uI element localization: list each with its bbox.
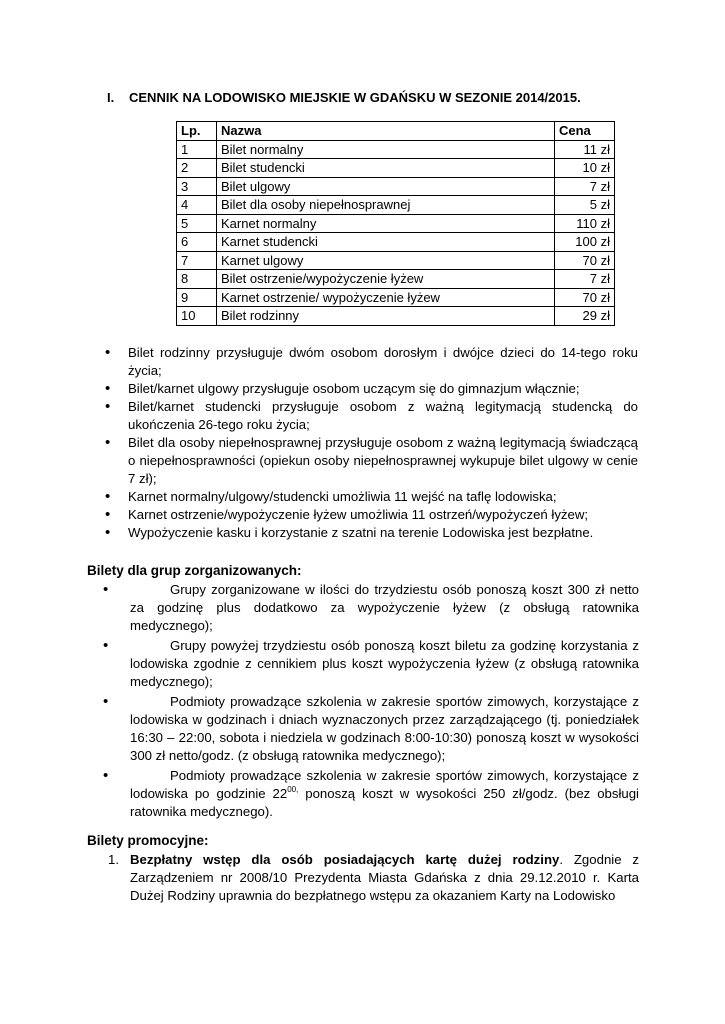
cell-name: Bilet normalny	[217, 140, 555, 159]
cell-lp: 1	[177, 140, 217, 159]
promo-list	[108, 851, 640, 905]
cell-price: 70 zł	[555, 251, 615, 270]
table-row	[177, 140, 615, 159]
header-lp: Lp.	[177, 122, 217, 141]
section-heading	[107, 90, 581, 105]
cell-name: Bilet dla osoby niepełnosprawnej	[217, 196, 555, 215]
list-item	[113, 693, 639, 765]
cell-price: 10 zł	[555, 159, 615, 178]
list-item: • Karnet ostrzenie/wypożyczenie łyżew umożliwia 11 ostrzeń/wypożyczeń łyżew;	[103, 506, 638, 524]
table-header-row	[177, 122, 615, 141]
header-price: Cena	[555, 122, 615, 141]
cell-lp: 5	[177, 214, 217, 233]
cell-name: Karnet studencki	[217, 233, 555, 252]
list-item-text: Podmioty prowadzące szkolenia w zakresie sportów zimowych, korzystające z lodowiska w godzinach i dniach wyznaczonych przez zarządzającego (tj. poniedziałek 16:30 – 22:00, sobota i niedziela w godzinach 8:00-10:30) ponoszą koszt w wysokości 300 zł netto/godz. (z obsługą ratownika medycznego);	[130, 694, 639, 763]
table-row	[177, 288, 615, 307]
section-title: CENNIK NA LODOWISKO MIEJSKIE W GDAŃSKU W SEZONIE 2014/2015.	[129, 90, 581, 105]
list-item-text-end: ponoszą koszt w wysokości 250 zł/godz. (bez obsługi ratownika medycznego).	[130, 786, 639, 819]
promo-number: 1.	[108, 852, 119, 867]
cell-lp: 8	[177, 270, 217, 289]
cell-price: 110 zł	[555, 214, 615, 233]
cell-lp: 4	[177, 196, 217, 215]
table-row	[177, 177, 615, 196]
list-item: • Bilet rodzinny przysługuje dwóm osobom dorosłym i dwójce dzieci do 14-tego roku życia;	[103, 344, 638, 380]
table-row	[177, 214, 615, 233]
groups-title: Bilety dla grup zorganizowanych:	[87, 563, 302, 578]
cell-lp: 3	[177, 177, 217, 196]
list-item: • Wypożyczenie kasku i korzystanie z szatni na terenie Lodowiska jest bezpłatne.	[103, 524, 638, 542]
cell-price: 11 zł	[555, 140, 615, 159]
time-superscript: 00,	[287, 785, 299, 794]
list-item	[113, 581, 639, 635]
list-item-text: Grupy zorganizowane w ilości do trzydziestu osób ponoszą koszt 300 zł netto za godzinę plus dodatkowo za wypożyczenie łyżew (z obsługą ratownika medycznego);	[130, 582, 639, 633]
cell-price: 100 zł	[555, 233, 615, 252]
list-item-text: Podmioty prowadzące szkolenia w zakresie sportów zimowych, korzystające z lodowiska po godzinie 22	[130, 768, 639, 801]
cell-price: 70 zł	[555, 288, 615, 307]
table-row	[177, 196, 615, 215]
cell-name: Karnet ulgowy	[217, 251, 555, 270]
table-row	[177, 307, 615, 326]
cell-name: Karnet ostrzenie/ wypożyczenie łyżew	[217, 288, 555, 307]
list-item-text: Grupy powyżej trzydziestu osób ponoszą koszt biletu za godzinę korzystania z lodowiska zgodnie z cennikiem plus koszt wypożyczenia łyżew (z obsługą ratownika medycznego);	[130, 638, 639, 689]
cell-name: Bilet ostrzenie/wypożyczenie łyżew	[217, 270, 555, 289]
list-item: • Bilet dla osoby niepełnosprawnej przysługuje osobom z ważną legitymacją świadczącą o niepełnosprawności (opiekun osoby niepełnosprawnej wykupuje bilet ulgowy w cenie 7 zł);	[103, 434, 638, 488]
list-item: • Bilet/karnet ulgowy przysługuje osobom uczącym się do gimnazjum włącznie;	[103, 380, 638, 398]
list-item: • Karnet normalny/ulgowy/studencki umożliwia 11 wejść na taflę lodowiska;	[103, 488, 638, 506]
table-row	[177, 233, 615, 252]
cell-lp: 9	[177, 288, 217, 307]
cell-lp: 2	[177, 159, 217, 178]
cell-price: 7 zł	[555, 270, 615, 289]
cell-name: Bilet ulgowy	[217, 177, 555, 196]
cell-name: Karnet normalny	[217, 214, 555, 233]
cell-price: 29 zł	[555, 307, 615, 326]
section-number: I.	[107, 90, 115, 105]
promo-item	[108, 851, 640, 905]
list-item	[113, 637, 639, 691]
cell-price: 5 zł	[555, 196, 615, 215]
cell-price: 7 zł	[555, 177, 615, 196]
price-table	[176, 121, 615, 326]
groups-list	[113, 581, 639, 823]
list-item: • Bilet/karnet studencki przysługuje osobom z ważną legitymacją studencką do ukończenia 26-tego roku życia;	[103, 398, 638, 434]
notes-list	[103, 344, 638, 542]
cell-name: Bilet rodzinny	[217, 307, 555, 326]
table-row	[177, 270, 615, 289]
cell-lp: 7	[177, 251, 217, 270]
promo-bold-text: Bezpłatny wstęp dla osób posiadających kartę dużej rodziny	[130, 852, 560, 867]
list-item	[113, 767, 639, 821]
cell-lp: 6	[177, 233, 217, 252]
table-row	[177, 159, 615, 178]
cell-name: Bilet studencki	[217, 159, 555, 178]
header-name: Nazwa	[217, 122, 555, 141]
promo-text: . Zgodnie z Zarządzeniem nr 2008/10 Prezydenta Miasta Gdańska z dnia 29.12.2010 r. Karta Dużej Rodziny uprawnia do bezpłatnego wstępu za okazaniem Karty na Lodowisko	[130, 852, 640, 903]
table-row	[177, 251, 615, 270]
promo-title: Bilety promocyjne:	[87, 833, 209, 848]
cell-lp: 10	[177, 307, 217, 326]
